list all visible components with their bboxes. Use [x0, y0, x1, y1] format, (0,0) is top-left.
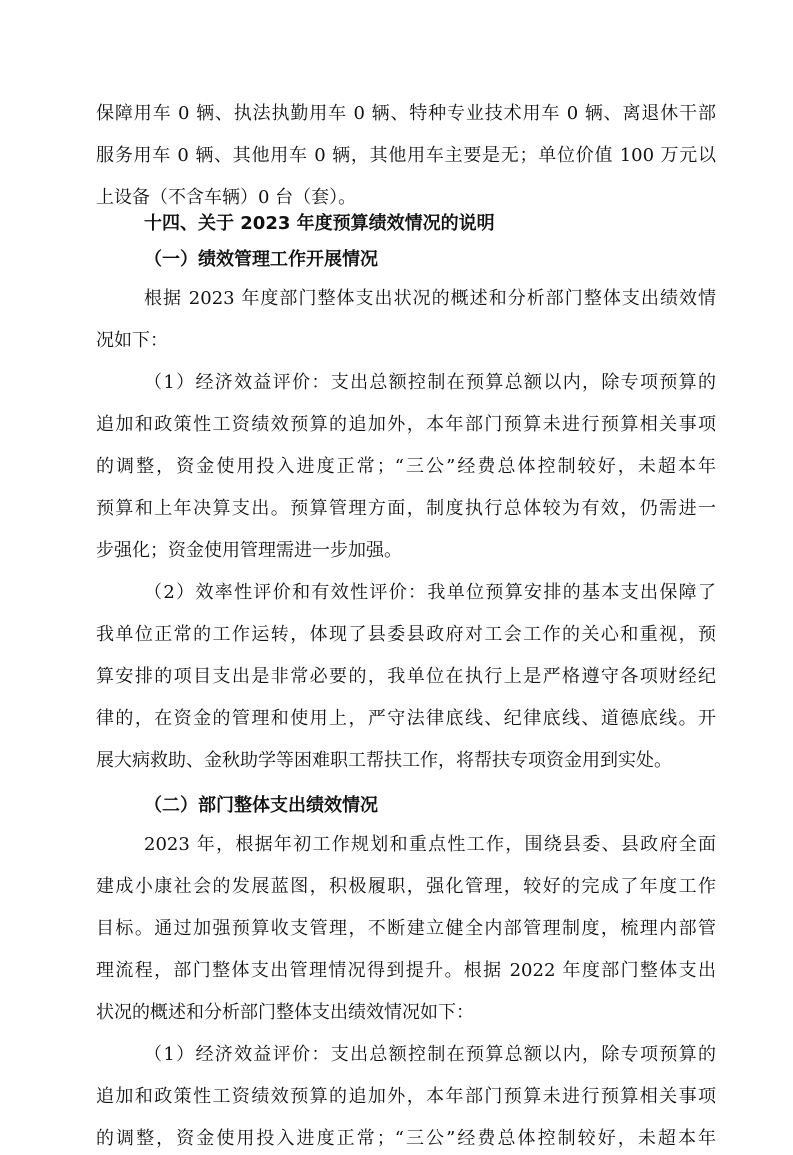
body-text-line: 的调整，资金使用投入进度正常；“三公”经费总体控制较好，未超本年 — [96, 1128, 716, 1149]
body-text-line: 2023 年，根据年初工作规划和重点性工作，围绕县委、县政府全面 — [144, 834, 716, 855]
body-text-line: 目标。通过加强预算收支管理，不断建立健全内部管理制度，梳理内部管 — [96, 918, 716, 939]
body-text-line: 理流程，部门整体支出管理情况得到提升。根据 2022 年度部门整体支出 — [96, 960, 716, 981]
body-text-line: 展大病救助、金秋助学等困难职工帮扶工作，将帮扶专项资金用到实处。 — [96, 750, 672, 771]
body-text-line: 算安排的项目支出是非常必要的，我单位在执行上是严格遵守各项财经纪 — [96, 666, 716, 687]
body-text-line: （1）经济效益评价：支出总额控制在预算总额以内，除专项预算的 — [144, 1044, 716, 1065]
body-text-line: 追加和政策性工资绩效预算的追加外，本年部门预算未进行预算相关事项 — [96, 414, 716, 435]
body-text-line: （1）经济效益评价：支出总额控制在预算总额以内，除专项预算的 — [144, 372, 716, 393]
subsection-heading: （二）部门整体支出绩效情况 — [144, 795, 378, 816]
body-text-line: 状况的概述和分析部门整体支出绩效情况如下： — [96, 1002, 474, 1023]
body-text-line: 预算和上年决算支出。预算管理方面，制度执行总体较为有效，仍需进一 — [96, 498, 716, 519]
body-text-line: 律的，在资金的管理和使用上，严守法律底线、纪律底线、道德底线。开 — [96, 708, 716, 729]
section-heading: 十四、关于 2023 年度预算绩效情况的说明 — [144, 213, 495, 234]
body-text-line: 我单位正常的工作运转，体现了县委县政府对工会工作的关心和重视，预 — [96, 624, 716, 645]
body-text-line: 服务用车 0 辆、其他用车 0 辆，其他用车主要是无；单位价值 100 万元以 — [96, 145, 716, 166]
body-text-line: 况如下： — [96, 330, 168, 351]
body-text-line: 上设备（不含车辆）0 台（套）。 — [96, 187, 357, 208]
body-text-line: 追加和政策性工资绩效预算的追加外，本年部门预算未进行预算相关事项 — [96, 1086, 716, 1107]
body-text-line: （2）效率性评价和有效性评价：我单位预算安排的基本支出保障了 — [144, 582, 716, 603]
body-text-line: 保障用车 0 辆、执法执勤用车 0 辆、特种专业技术用车 0 辆、离退休干部 — [96, 103, 716, 124]
body-text-line: 步强化；资金使用管理需进一步加强。 — [96, 540, 402, 561]
subsection-heading: （一）绩效管理工作开展情况 — [144, 249, 378, 270]
body-text-line: 根据 2023 年度部门整体支出状况的概述和分析部门整体支出绩效情 — [144, 288, 716, 309]
body-text-line: 的调整，资金使用投入进度正常；“三公”经费总体控制较好，未超本年 — [96, 456, 716, 477]
body-text-line: 建成小康社会的发展蓝图，积极履职，强化管理，较好的完成了年度工作 — [96, 876, 716, 897]
